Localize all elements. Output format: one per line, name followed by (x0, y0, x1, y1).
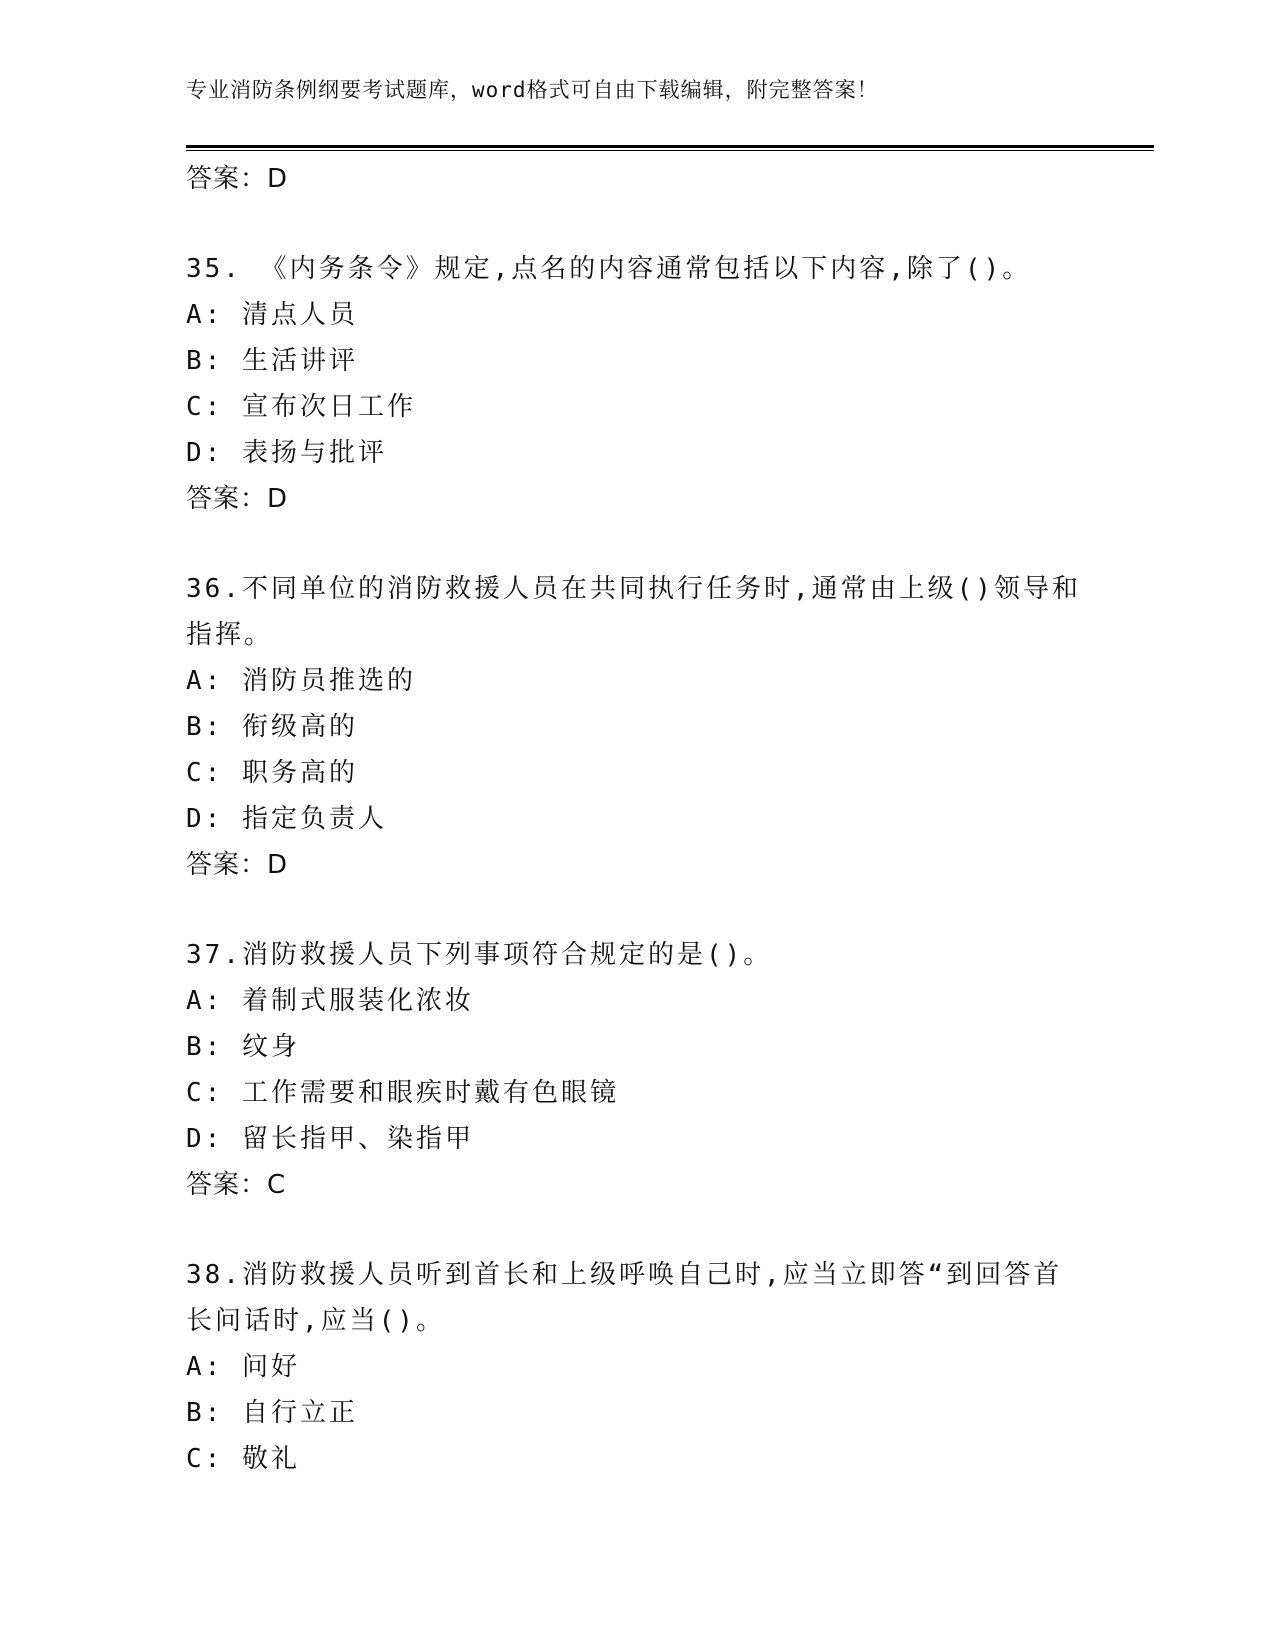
question-title-line-2: 指挥。 (186, 620, 274, 650)
question-title-line-1: 38.消防救援人员听到首长和上级呼唤自己时,应当立即答“到回答首 (186, 1260, 1063, 1290)
answer: 答案：D (186, 484, 289, 514)
option-c: C: 工作需要和眼疾时戴有色眼镜 (186, 1078, 619, 1108)
option-d: D: 指定负责人 (186, 804, 387, 834)
option-a: A: 着制式服装化浓妆 (186, 986, 474, 1016)
answer-34: 答案：D (186, 164, 289, 194)
option-a: A: 消防员推选的 (186, 666, 416, 696)
option-b: B: 生活讲评 (186, 346, 358, 376)
question-35 (186, 246, 1086, 522)
question-title-line-2: 长问话时,应当()。 (186, 1306, 445, 1336)
question-37 (186, 932, 1086, 1208)
question-title: 35. 《内务条令》规定,点名的内容通常包括以下内容,除了()。 (186, 254, 1032, 284)
spacer (186, 522, 1086, 566)
spacer (186, 202, 1086, 246)
option-b: B: 纹身 (186, 1032, 300, 1062)
option-d: D: 留长指甲、染指甲 (186, 1124, 474, 1154)
option-c: C: 敬礼 (186, 1444, 300, 1474)
option-b: B: 衔级高的 (186, 712, 358, 742)
question-title-line-1: 36.不同单位的消防救援人员在共同执行任务时,通常由上级()领导和 (186, 574, 1081, 604)
spacer (186, 888, 1086, 932)
question-38 (186, 1252, 1086, 1482)
answer: 答案：C (186, 1170, 287, 1200)
document-body (186, 156, 1086, 1482)
option-c: C: 宣布次日工作 (186, 392, 416, 422)
option-b: B: 自行立正 (186, 1398, 358, 1428)
spacer (186, 1208, 1086, 1252)
option-a: A: 清点人员 (186, 300, 358, 330)
header-rule-thick (186, 145, 1154, 148)
question-title: 37.消防救援人员下列事项符合规定的是()。 (186, 940, 773, 970)
option-a: A: 问好 (186, 1352, 300, 1382)
answer: 答案：D (186, 850, 289, 880)
page-header: 专业消防条例纲要考试题库，word格式可自由下载编辑，附完整答案！ (186, 78, 879, 102)
header-rule-thin (186, 150, 1154, 151)
option-c: C: 职务高的 (186, 758, 358, 788)
question-36 (186, 566, 1086, 888)
option-d: D: 表扬与批评 (186, 438, 387, 468)
